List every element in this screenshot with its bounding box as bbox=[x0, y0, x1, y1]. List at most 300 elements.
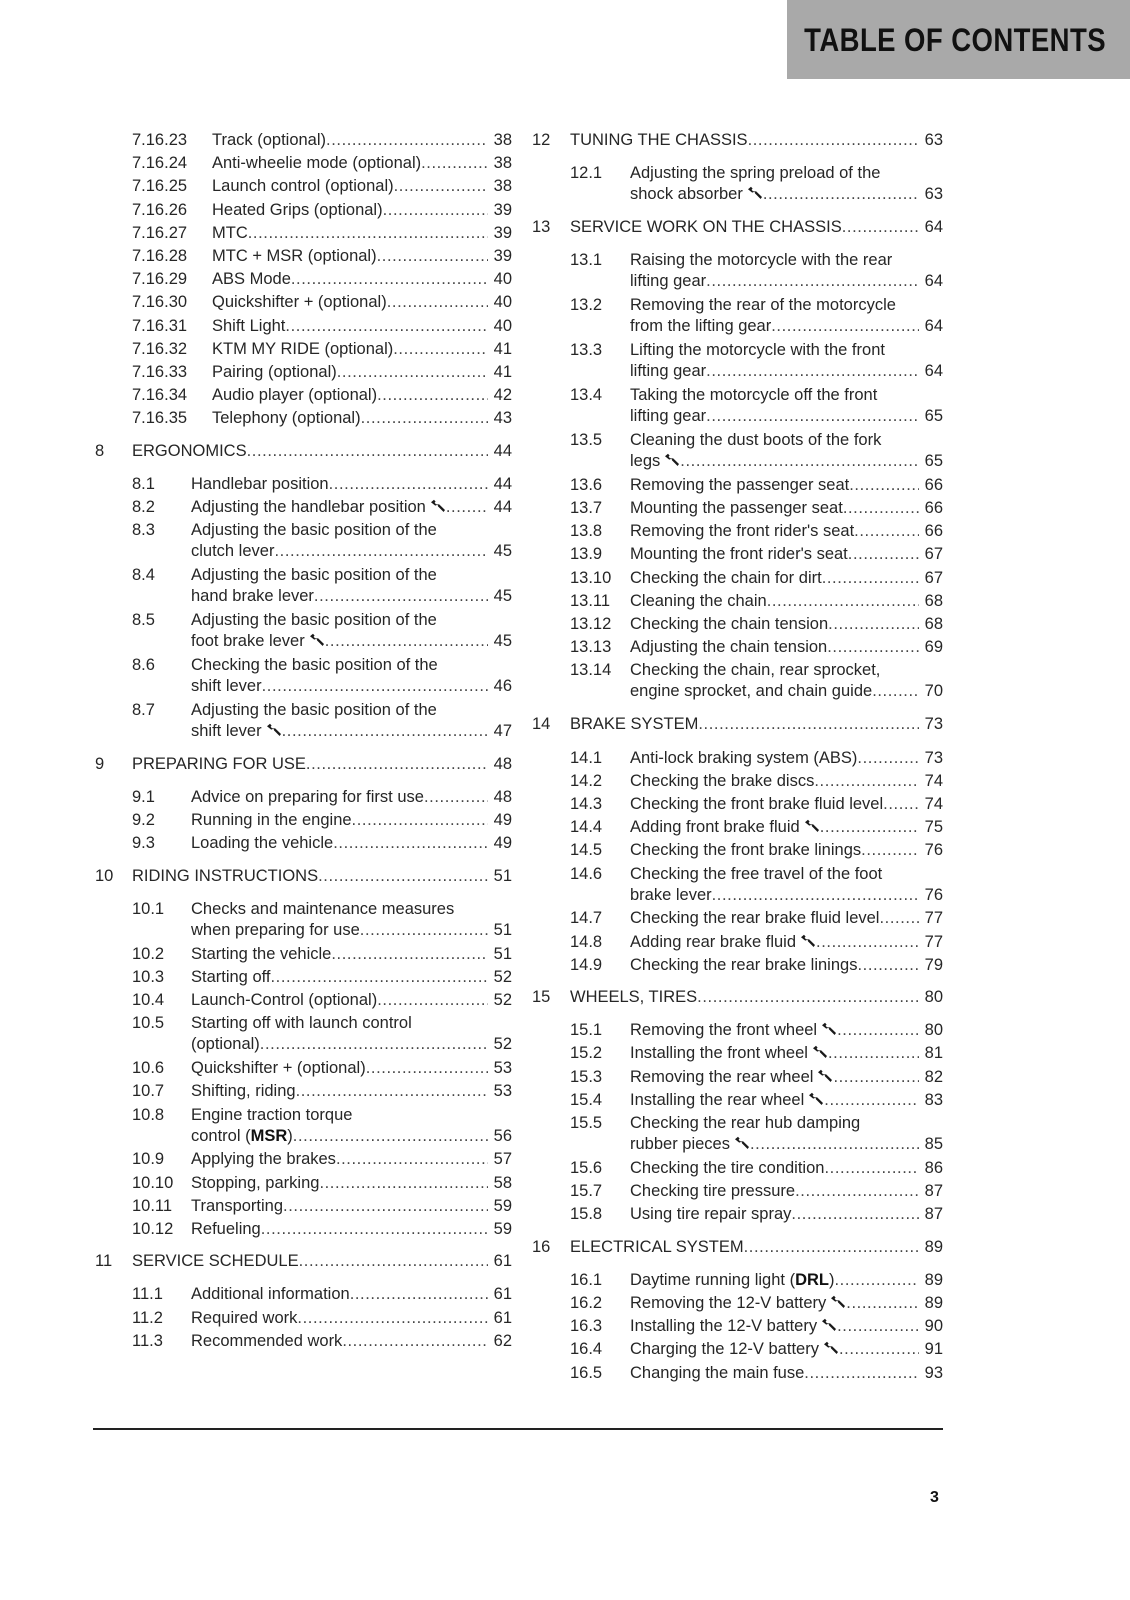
leader-dots bbox=[299, 1251, 488, 1272]
toc-title: Installing the rear wheel bbox=[630, 1090, 824, 1111]
toc-page-number: 74 bbox=[924, 794, 943, 813]
toc-page-number: 82 bbox=[924, 1067, 943, 1086]
toc-title: Stopping, parking bbox=[191, 1173, 320, 1192]
toc-title: Checking the chain tension bbox=[630, 615, 829, 633]
leader-dots bbox=[318, 866, 488, 887]
toc-number: 14.6 bbox=[570, 864, 603, 883]
toc-page-number: 45 bbox=[493, 632, 512, 650]
leader-dots bbox=[261, 1219, 488, 1240]
leader-dots bbox=[260, 1034, 488, 1055]
leader-dots bbox=[283, 1196, 488, 1217]
leader-dots bbox=[820, 817, 919, 838]
leader-dots bbox=[329, 474, 488, 495]
toc-number: 9.3 bbox=[132, 834, 155, 853]
leader-dots bbox=[828, 1043, 919, 1064]
toc-title: Checking the basic position of the bbox=[191, 655, 438, 674]
toc-title: foot brake lever bbox=[191, 631, 325, 652]
wrench-icon bbox=[830, 1294, 846, 1308]
wrench-icon bbox=[804, 818, 820, 832]
toc-number: 11 bbox=[95, 1252, 113, 1271]
toc-page-number: 65 bbox=[924, 407, 943, 425]
leader-dots bbox=[839, 1339, 919, 1360]
wrench-icon bbox=[309, 632, 325, 646]
toc-page-number: 66 bbox=[924, 475, 943, 494]
footer-divider bbox=[93, 1428, 943, 1430]
toc-number: 13.8 bbox=[570, 522, 603, 541]
toc-title: Checking the rear hub damping bbox=[630, 1114, 861, 1132]
toc-page-number: 52 bbox=[493, 991, 512, 1009]
toc-title: legs bbox=[630, 451, 680, 472]
toc-title: Pairing (optional) bbox=[212, 363, 337, 381]
leader-dots bbox=[446, 497, 488, 518]
toc-page-number: 68 bbox=[924, 591, 943, 610]
toc-number: 15.7 bbox=[570, 1182, 603, 1201]
leader-dots bbox=[824, 1158, 918, 1179]
toc-page-number: 46 bbox=[493, 676, 512, 695]
toc-page-number: 73 bbox=[924, 715, 943, 734]
toc-page-number: 44 bbox=[493, 474, 512, 493]
toc-title: Audio player (optional) bbox=[212, 386, 378, 405]
toc-number: 16.1 bbox=[570, 1270, 603, 1289]
toc-number: 10.6 bbox=[132, 1059, 165, 1078]
leader-dots bbox=[326, 130, 488, 151]
toc-number: 15.4 bbox=[570, 1090, 603, 1109]
toc-page-number: 42 bbox=[493, 386, 512, 405]
leader-dots bbox=[366, 1058, 488, 1079]
toc-title: ERGONOMICS bbox=[132, 441, 247, 460]
toc-title: lifting gear bbox=[630, 362, 707, 381]
toc-number: 8.4 bbox=[132, 566, 155, 585]
toc-page-number: 53 bbox=[493, 1059, 512, 1078]
toc-page-number: 66 bbox=[924, 522, 943, 541]
toc-title: Checking the chain for dirt bbox=[630, 568, 822, 587]
wrench-icon bbox=[747, 185, 763, 199]
page-number: 3 bbox=[930, 1489, 939, 1506]
toc-page-number: 61 bbox=[493, 1285, 512, 1304]
toc-page-number: 89 bbox=[924, 1237, 943, 1256]
toc-page-number: 66 bbox=[924, 499, 943, 517]
toc-title: Removing the rear wheel bbox=[630, 1067, 833, 1088]
leader-dots bbox=[383, 200, 488, 221]
toc-title: Cleaning the dust boots of the fork bbox=[630, 430, 882, 449]
toc-number: 7.16.31 bbox=[132, 316, 188, 335]
wrench-icon bbox=[430, 498, 446, 512]
toc-title: Charging the 12-V battery bbox=[630, 1339, 839, 1360]
toc-number: 16.2 bbox=[570, 1293, 603, 1312]
toc-title: Checking the rear brake fluid level bbox=[630, 909, 880, 928]
toc-title: Checking the brake discs bbox=[630, 771, 815, 790]
toc-title: Starting off with launch control bbox=[191, 1014, 412, 1033]
toc-number: 14.5 bbox=[570, 841, 603, 860]
toc-title: Checking the rear brake linings bbox=[630, 955, 858, 974]
toc-page-number: 48 bbox=[493, 787, 512, 806]
toc-title: Removing the front wheel bbox=[630, 1020, 837, 1041]
toc-number: 7.16.28 bbox=[132, 247, 188, 265]
toc-number: 7.16.29 bbox=[132, 270, 188, 289]
toc-title: Adjusting the basic position of the bbox=[191, 611, 437, 629]
toc-page-number: 77 bbox=[924, 932, 943, 951]
leader-dots bbox=[744, 1237, 919, 1258]
toc-number: 10.12 bbox=[132, 1220, 174, 1238]
toc-page-number: 65 bbox=[924, 451, 943, 470]
leader-dots bbox=[377, 385, 488, 406]
toc-page-number: 64 bbox=[924, 272, 943, 291]
toc-page-number: 48 bbox=[493, 754, 512, 773]
leader-dots bbox=[336, 1149, 488, 1170]
toc-page-number: 91 bbox=[924, 1340, 943, 1359]
toc-number: 13 bbox=[532, 218, 551, 237]
toc-page-number: 77 bbox=[924, 909, 943, 928]
leader-dots bbox=[824, 1090, 918, 1111]
toc-number: 13.5 bbox=[570, 430, 603, 449]
leader-dots bbox=[697, 987, 918, 1008]
toc-page-number: 73 bbox=[924, 748, 943, 767]
toc-title: Adding front brake fluid bbox=[630, 817, 820, 838]
toc-title: Checking the tire condition bbox=[630, 1158, 825, 1177]
toc-title: Running in the engine bbox=[191, 811, 352, 830]
leader-dots bbox=[331, 944, 487, 965]
leader-dots bbox=[814, 771, 918, 792]
toc-page-number: 76 bbox=[924, 841, 943, 860]
toc-number: 15.1 bbox=[570, 1021, 603, 1040]
toc-page-number: 39 bbox=[493, 247, 512, 265]
toc-title: Handlebar position bbox=[191, 474, 329, 493]
toc-page-number: 79 bbox=[924, 955, 943, 974]
toc-page-number: 38 bbox=[493, 154, 512, 173]
toc-page-number: 68 bbox=[924, 615, 943, 633]
toc-title: Adding rear brake fluid bbox=[630, 932, 816, 953]
leader-dots bbox=[337, 362, 488, 383]
toc-page-number: 89 bbox=[924, 1270, 943, 1289]
toc-title: from the lifting gear bbox=[630, 317, 772, 336]
leader-dots bbox=[293, 1126, 488, 1147]
leader-dots bbox=[833, 1067, 918, 1088]
toc-title: Anti-lock braking system (ABS) bbox=[630, 748, 858, 767]
toc-title: MTC + MSR (optional) bbox=[212, 247, 377, 265]
toc-page-number: 89 bbox=[924, 1293, 943, 1312]
toc-title: Daytime running light (DRL) bbox=[630, 1270, 835, 1289]
toc-page-number: 81 bbox=[924, 1044, 943, 1063]
leader-dots bbox=[837, 1020, 919, 1041]
toc-title: Advice on preparing for first use bbox=[191, 787, 424, 806]
leader-dots bbox=[361, 408, 488, 429]
leader-dots bbox=[285, 316, 487, 337]
toc-title: Telephony (optional) bbox=[212, 409, 361, 428]
toc-number: 8.6 bbox=[132, 655, 155, 674]
toc-title: Launch-Control (optional) bbox=[191, 991, 378, 1009]
leader-dots bbox=[698, 714, 918, 735]
toc-title: Cleaning the chain bbox=[630, 591, 767, 610]
toc-title: KTM MY RIDE (optional) bbox=[212, 339, 394, 358]
leader-dots bbox=[843, 498, 919, 519]
wrench-icon bbox=[812, 1044, 828, 1058]
toc-title: Installing the front wheel bbox=[630, 1043, 828, 1064]
toc-page-number: 86 bbox=[924, 1158, 943, 1177]
toc-number: 10.10 bbox=[132, 1173, 174, 1192]
toc-page-number: 38 bbox=[493, 131, 512, 149]
toc-page-number: 57 bbox=[493, 1150, 512, 1169]
toc-number: 10.8 bbox=[132, 1105, 165, 1124]
leader-dots bbox=[319, 1173, 487, 1194]
toc-number: 12.1 bbox=[570, 164, 603, 183]
toc-number: 14.8 bbox=[570, 932, 603, 951]
toc-page-number: 45 bbox=[493, 542, 512, 561]
toc-page-number: 76 bbox=[924, 885, 943, 904]
toc-page-number: 49 bbox=[493, 834, 512, 853]
toc-title: ELECTRICAL SYSTEM bbox=[570, 1237, 744, 1256]
toc-page-number: 61 bbox=[493, 1252, 512, 1271]
leader-dots bbox=[424, 787, 488, 808]
leader-dots bbox=[854, 521, 918, 542]
toc-title: WHEELS, TIRES bbox=[570, 988, 698, 1006]
toc-page-number: 40 bbox=[493, 270, 512, 289]
wrench-icon bbox=[808, 1091, 824, 1105]
toc-title: Checking the front brake linings bbox=[630, 841, 862, 860]
leader-dots bbox=[352, 810, 488, 831]
toc-page-number: 63 bbox=[924, 131, 943, 149]
toc-number: 11.2 bbox=[132, 1308, 163, 1327]
leader-dots bbox=[828, 614, 919, 635]
leader-dots bbox=[835, 1270, 919, 1291]
toc-number: 16 bbox=[532, 1237, 551, 1256]
toc-title: Shifting, riding bbox=[191, 1082, 296, 1101]
toc-number: 14.4 bbox=[570, 818, 603, 837]
toc-number: 13.2 bbox=[570, 296, 603, 315]
toc-page-number: 63 bbox=[924, 185, 943, 204]
leader-dots bbox=[706, 406, 919, 427]
leader-dots bbox=[248, 223, 488, 244]
toc-number: 7.16.25 bbox=[132, 177, 188, 196]
toc-page-number: 87 bbox=[924, 1182, 943, 1201]
toc-number: 15.6 bbox=[570, 1158, 603, 1177]
leader-dots bbox=[296, 1081, 488, 1102]
leader-dots bbox=[393, 339, 487, 360]
leader-dots bbox=[795, 1181, 919, 1202]
leader-dots bbox=[771, 316, 918, 337]
toc-number: 7.16.33 bbox=[132, 363, 188, 381]
toc-title: Adjusting the handlebar position bbox=[191, 497, 446, 518]
toc-title: MTC bbox=[212, 223, 248, 242]
toc-title: rubber pieces bbox=[630, 1134, 750, 1155]
leader-dots bbox=[712, 885, 919, 906]
toc-title: TUNING THE CHASSIS bbox=[570, 131, 748, 149]
toc-title: Track (optional) bbox=[212, 131, 327, 149]
toc-number: 8.5 bbox=[132, 611, 155, 629]
bold-abbreviation: MSR bbox=[250, 1126, 288, 1145]
toc-number: 10.9 bbox=[132, 1150, 165, 1169]
toc-number: 8 bbox=[95, 441, 105, 460]
toc-number: 14.3 bbox=[570, 794, 603, 813]
toc-title: when preparing for use bbox=[191, 920, 360, 939]
toc-number: 9 bbox=[95, 754, 105, 773]
toc-number: 14.9 bbox=[570, 955, 603, 974]
toc-page-number: 74 bbox=[924, 771, 943, 790]
toc-number: 10.3 bbox=[132, 967, 165, 986]
toc-number: 11.3 bbox=[132, 1331, 163, 1350]
wrench-icon bbox=[266, 722, 282, 736]
toc-number: 10.11 bbox=[132, 1196, 173, 1215]
toc-number: 13.3 bbox=[570, 341, 603, 360]
toc-page-number: 44 bbox=[493, 441, 512, 460]
leader-dots bbox=[377, 246, 488, 267]
leader-dots bbox=[816, 932, 919, 953]
toc-title: ABS Mode bbox=[212, 270, 291, 289]
wrench-icon bbox=[734, 1135, 750, 1149]
toc-number: 8.7 bbox=[132, 700, 155, 719]
toc-title: Checking the front brake fluid level bbox=[630, 794, 884, 813]
leader-dots bbox=[767, 591, 919, 612]
toc-page-number: 49 bbox=[493, 811, 512, 830]
toc-title: Additional information bbox=[191, 1285, 350, 1304]
toc-number: 16.5 bbox=[570, 1363, 603, 1382]
header-banner bbox=[787, 0, 1130, 79]
wrench-icon bbox=[817, 1068, 833, 1082]
toc-number: 11.1 bbox=[132, 1285, 163, 1304]
toc-number: 10.1 bbox=[132, 899, 165, 918]
toc-page-number: 69 bbox=[924, 638, 943, 657]
toc-title: Adjusting the spring preload of the bbox=[630, 164, 881, 183]
toc-title: shift lever bbox=[191, 676, 262, 695]
toc-number: 15.8 bbox=[570, 1205, 603, 1224]
leader-dots bbox=[837, 1316, 919, 1337]
leader-dots bbox=[421, 153, 488, 174]
toc-title: Starting the vehicle bbox=[191, 944, 332, 963]
toc-number: 10.2 bbox=[132, 944, 165, 963]
leader-dots bbox=[861, 840, 919, 861]
toc-page-number: 64 bbox=[924, 362, 943, 381]
leader-dots bbox=[325, 631, 488, 652]
toc-title: BRAKE SYSTEM bbox=[570, 715, 699, 734]
toc-title: Transporting bbox=[191, 1196, 284, 1215]
toc-title: Shift Light bbox=[212, 316, 286, 335]
toc-page-number: 38 bbox=[493, 177, 512, 196]
toc-number: 14.2 bbox=[570, 771, 603, 790]
toc-title: Lifting the motorcycle with the front bbox=[630, 341, 885, 360]
leader-dots bbox=[804, 1363, 918, 1384]
toc-page-number: 75 bbox=[924, 818, 943, 837]
toc-title: shift lever bbox=[191, 721, 282, 742]
toc-page-number: 40 bbox=[493, 316, 512, 335]
toc-title: Quickshifter + (optional) bbox=[191, 1059, 366, 1078]
toc-page-number: 70 bbox=[924, 682, 943, 701]
toc-number: 13.13 bbox=[570, 638, 612, 657]
toc-number: 12 bbox=[532, 131, 551, 149]
page-title: TABLE OF CONTENTS bbox=[804, 22, 1106, 58]
toc-page-number: 43 bbox=[493, 409, 512, 428]
toc-title: hand brake lever bbox=[191, 587, 314, 606]
toc-title: Quickshifter + (optional) bbox=[212, 293, 387, 312]
toc-number: 15.3 bbox=[570, 1067, 603, 1086]
toc-page-number: 39 bbox=[493, 200, 512, 219]
leader-dots bbox=[350, 1284, 488, 1305]
toc-number: 8.2 bbox=[132, 498, 155, 516]
leader-dots bbox=[291, 269, 488, 290]
toc-number: 16.3 bbox=[570, 1317, 603, 1336]
wrench-icon bbox=[821, 1317, 837, 1331]
toc-page-number: 44 bbox=[493, 498, 512, 516]
leader-dots bbox=[342, 1331, 487, 1352]
toc-page-number: 67 bbox=[924, 545, 943, 564]
toc-title: Mounting the passenger seat bbox=[630, 499, 843, 517]
toc-title: Using tire repair spray bbox=[630, 1205, 792, 1224]
leader-dots bbox=[827, 637, 918, 658]
toc-page-number: 58 bbox=[493, 1173, 512, 1192]
toc-title: Adjusting the basic position of the bbox=[191, 700, 437, 719]
toc-number: 8.3 bbox=[132, 521, 155, 540]
leader-dots bbox=[314, 586, 488, 607]
leader-dots bbox=[247, 441, 488, 462]
leader-dots bbox=[791, 1204, 918, 1225]
toc-page-number: 47 bbox=[493, 721, 512, 740]
toc-title: Loading the vehicle bbox=[191, 834, 334, 853]
toc-title: lifting gear bbox=[630, 272, 707, 291]
toc-title: Removing the front rider's seat bbox=[630, 522, 855, 541]
leader-dots bbox=[394, 176, 488, 197]
toc-page-number: 56 bbox=[493, 1126, 512, 1145]
leader-dots bbox=[748, 130, 919, 151]
leader-dots bbox=[360, 920, 488, 941]
toc-title: engine sprocket, and chain guide bbox=[630, 682, 873, 701]
toc-number: 13.11 bbox=[570, 591, 611, 610]
leader-dots bbox=[872, 681, 918, 702]
toc-title: Adjusting the basic position of the bbox=[191, 521, 437, 540]
toc-title: SERVICE SCHEDULE bbox=[132, 1252, 299, 1271]
toc-title: Removing the 12-V battery bbox=[630, 1293, 846, 1314]
leader-dots bbox=[706, 361, 919, 382]
toc-title: Applying the brakes bbox=[191, 1150, 336, 1169]
leader-dots bbox=[271, 967, 488, 988]
toc-title: Heated Grips (optional) bbox=[212, 200, 383, 219]
toc-title: Starting off bbox=[191, 967, 271, 986]
toc-number: 13.6 bbox=[570, 475, 603, 494]
toc-title: Checking tire pressure bbox=[630, 1182, 796, 1201]
leader-dots bbox=[822, 568, 919, 589]
leader-dots bbox=[842, 217, 919, 238]
toc-number: 13.10 bbox=[570, 568, 612, 587]
toc-page-number: 59 bbox=[493, 1196, 512, 1215]
toc-number: 7.16.30 bbox=[132, 293, 188, 312]
toc-page-number: 59 bbox=[493, 1220, 512, 1238]
toc-number: 14 bbox=[532, 715, 551, 734]
toc-title: Engine traction torque bbox=[191, 1105, 353, 1124]
toc-page-number: 80 bbox=[924, 1021, 943, 1040]
wrench-icon bbox=[664, 452, 680, 466]
leader-dots bbox=[377, 990, 487, 1011]
toc-page-number: 80 bbox=[924, 988, 943, 1006]
toc-page-number: 93 bbox=[924, 1363, 943, 1382]
toc-page-number: 67 bbox=[924, 568, 943, 587]
toc-title: Checks and maintenance measures bbox=[191, 899, 455, 918]
leader-dots bbox=[297, 1308, 487, 1329]
toc-title: Launch control (optional) bbox=[212, 177, 394, 196]
toc-number: 8.1 bbox=[132, 474, 155, 493]
leader-dots bbox=[706, 271, 919, 292]
toc-number: 7.16.32 bbox=[132, 339, 188, 358]
toc-page-number: 64 bbox=[924, 218, 943, 237]
toc-title: Recommended work bbox=[191, 1331, 343, 1350]
leader-dots bbox=[262, 676, 488, 697]
toc-page-number: 39 bbox=[493, 223, 512, 242]
toc-title: Removing the passenger seat bbox=[630, 475, 850, 494]
toc-title: lifting gear bbox=[630, 407, 707, 425]
wrench-icon bbox=[821, 1021, 837, 1035]
toc-number: 10.4 bbox=[132, 991, 165, 1009]
toc-number: 13.9 bbox=[570, 545, 603, 564]
toc-number: 9.1 bbox=[132, 787, 155, 806]
toc-page-number: 64 bbox=[924, 317, 943, 336]
toc-title: shock absorber bbox=[630, 184, 763, 205]
toc-page-number: 53 bbox=[493, 1082, 512, 1101]
